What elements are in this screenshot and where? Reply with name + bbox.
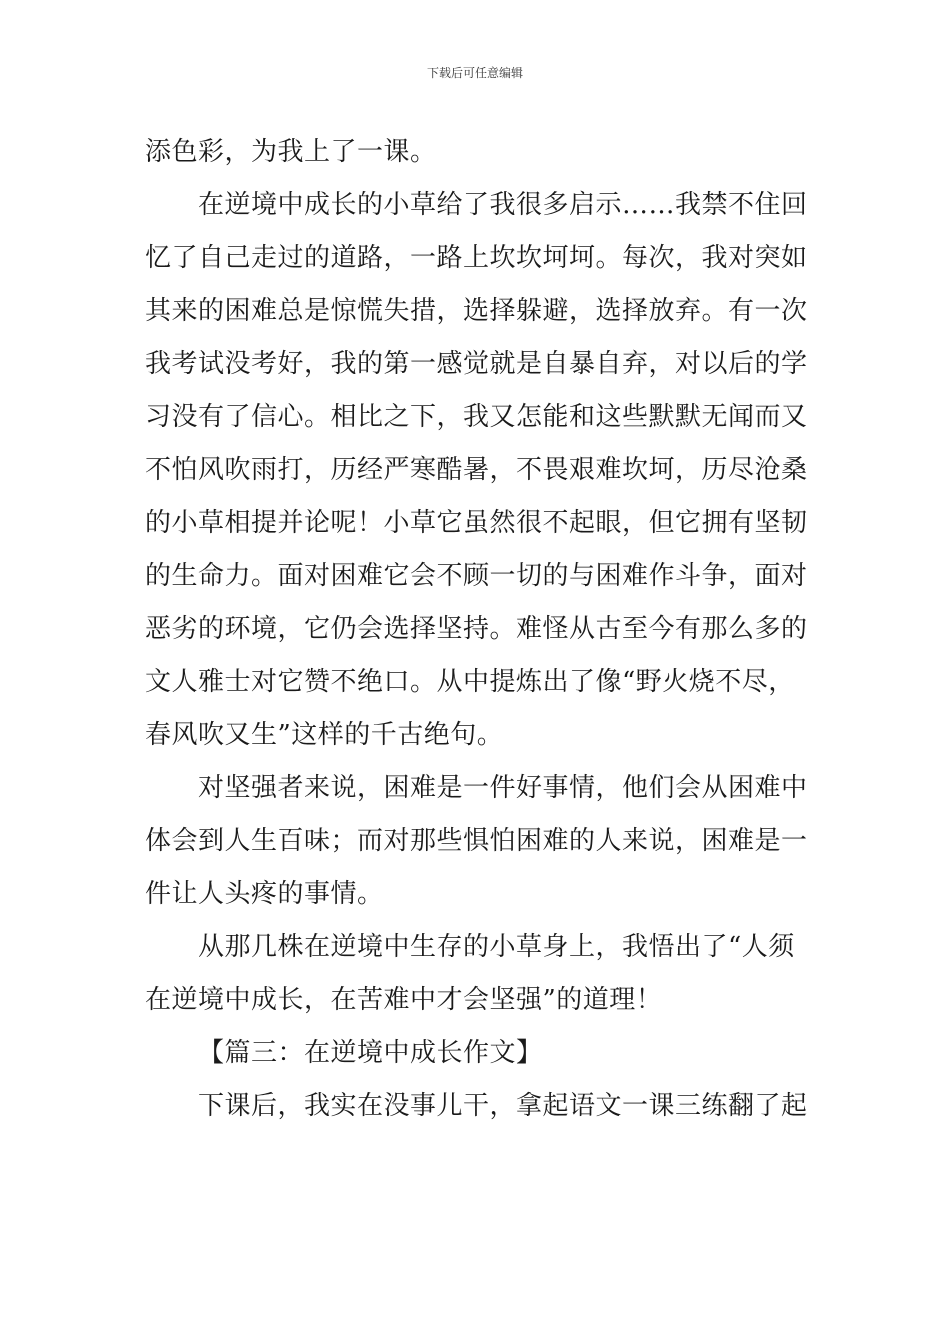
document-body [145, 126, 815, 1133]
page-header: 下载后可任意编辑 [426, 66, 523, 80]
text-line: 其来的困难总是惊慌失措，选择躲避，选择放弃。有一次 [145, 296, 808, 326]
paragraph-start-line: 对坚强者来说，困难是一件好事情，他们会从困难中 [198, 773, 808, 803]
text-line: 的小草相提并论呢！小草它虽然很不起眼，但它拥有坚韧 [145, 508, 808, 538]
text-line: 件让人头疼的事情。 [145, 879, 384, 909]
text-line: 的生命力。面对困难它会不顾一切的与困难作斗争，面对 [145, 561, 808, 591]
text-line: 恶劣的环境，它仍会选择坚持。难怪从古至今有那么多的 [145, 614, 808, 644]
text-line: 不怕风吹雨打，历经严寒酷暑，不畏艰难坎坷，历尽沧桑 [145, 455, 808, 485]
text-line: 添色彩，为我上了一课。 [145, 137, 437, 167]
section-heading: 【篇三：在逆境中成长作文】 [198, 1038, 543, 1068]
text-line: 习没有了信心。相比之下，我又怎能和这些默默无闻而又 [145, 402, 808, 432]
paragraph-start-line: 下课后，我实在没事儿干，拿起语文一课三练翻了起 [198, 1091, 808, 1121]
paragraph-start-line: 在逆境中成长的小草给了我很多启示……我禁不住回 [198, 190, 808, 220]
text-line: 我考试没考好，我的第一感觉就是自暴自弃，对以后的学 [145, 349, 808, 379]
text-line: 在逆境中成长，在苦难中才会坚强”的道理！ [145, 985, 663, 1015]
text-line: 体会到人生百味；而对那些惧怕困难的人来说，困难是一 [145, 826, 808, 856]
text-line: 春风吹又生”这样的千古绝句。 [145, 720, 504, 750]
text-line: 文人雅士对它赞不绝口。从中提炼出了像“野火烧不尽， [145, 667, 795, 697]
paragraph-start-line: 从那几株在逆境中生存的小草身上，我悟出了“人须 [198, 932, 795, 962]
text-line: 忆了自己走过的道路，一路上坎坎坷坷。每次，我对突如 [145, 243, 808, 273]
